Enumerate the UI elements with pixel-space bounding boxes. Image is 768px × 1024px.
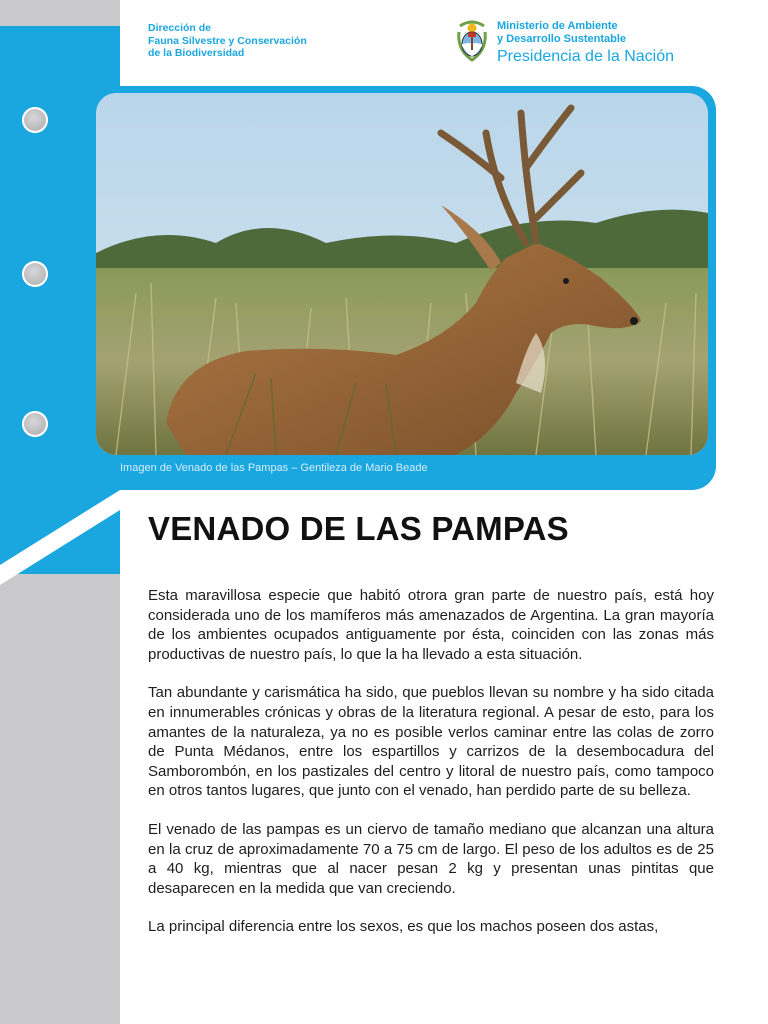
binder-hole-icon — [22, 261, 48, 287]
ministry-block — [497, 20, 674, 67]
article-paragraph: Tan abundante y carismática ha sido, que pueblos llevan su nombre y ha sido citada en innumerables crónicas y obras de la literatura regional. A pesar de esto, para los amantes de la naturaleza, ya no es posible verlos caminar entre las colas de zorro de Punta Médanos, entre los espartillos y carrizos de la desembocadura del Samborombón, en los pastizales del centro y litoral de nuestro país, como tampoco en otros tantos lugares, que junto con el venado, han perdido parte de su belleza. — [148, 684, 714, 800]
presidency-name: Presidencia de la Nación — [497, 48, 674, 65]
article-paragraph: Esta maravillosa especie que habitó otrora gran parte de nuestro país, está hoy considerada uno de los mamíferos más amenazados de Argentina. La gran mayoría de los ambientes ocupados antiguamente por ésta, coinciden con las zonas más productivas de nuestro país, lo que la ha llevado a esta situación. — [148, 587, 714, 663]
ministry-line: y Desarrollo Sustentable — [497, 33, 626, 45]
article-paragraph: El venado de las pampas es un ciervo de tamaño mediano que alcanzan una altura en la cruz de aproximadamente 70 a 75 cm de largo. El peso de los adultos es de 25 a 40 kg, mientras que al nacer pesan 2 kg y presentan unas pintitas que desaparecen en la medida que van creciendo. — [148, 820, 714, 897]
argentina-coat-of-arms-icon — [456, 20, 488, 62]
binder-hole-icon — [22, 107, 48, 133]
article-body — [148, 586, 714, 956]
department-line: de la Biodiversidad — [148, 47, 245, 59]
department-line: Dirección de — [148, 22, 212, 34]
department-name — [148, 22, 368, 60]
ministry-line: Ministerio de Ambiente — [497, 20, 618, 32]
article-title: VENADO DE LAS PAMPAS — [148, 510, 569, 547]
photo-caption: Imagen de Venado de las Pampas – Gentileza de Mario Beade — [120, 462, 428, 474]
deer-photo — [96, 93, 708, 455]
article-paragraph: La principal diferencia entre los sexos, es que los machos poseen dos astas, — [148, 918, 659, 936]
department-line: Fauna Silvestre y Conservación — [148, 34, 307, 47]
binder-hole-icon — [22, 411, 48, 437]
